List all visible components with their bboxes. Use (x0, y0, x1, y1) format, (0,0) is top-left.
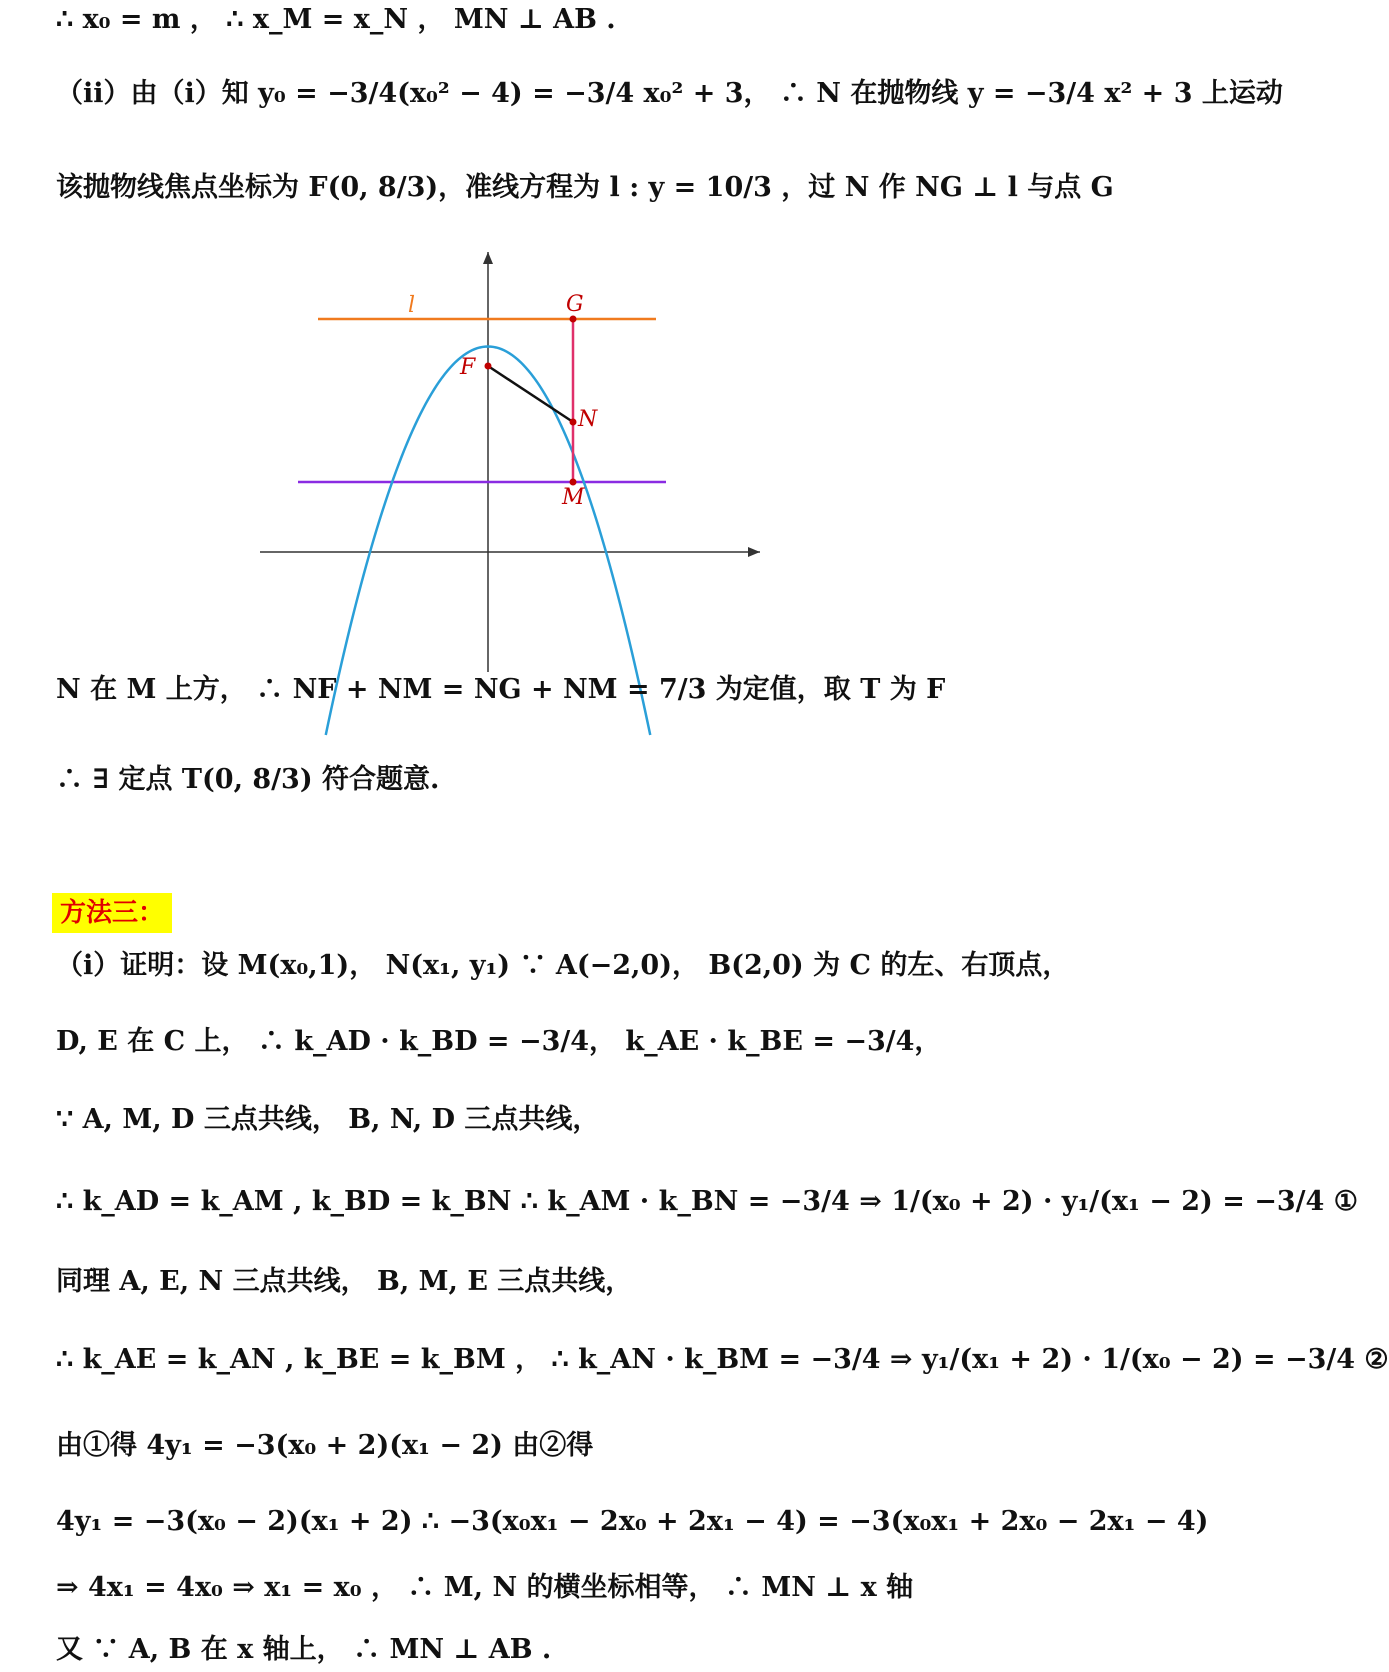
text-line-6: （i）证明：设 M(x₀,1)， N(x₁, y₁) ∵ A(−2,0)， B(2,0) 为 C 的左、右顶点， (56, 950, 1070, 981)
x-axis-arrow-icon (748, 547, 760, 557)
label-f: F (460, 355, 476, 380)
text-line-1: ∴ x₀ = m ， ∴ x_M = x_N ， MN ⊥ AB . (56, 4, 616, 35)
text-line-8: ∵ A, M, D 三点共线， B, N, D 三点共线， (56, 1104, 600, 1135)
text-line-7: D, E 在 C 上， ∴ k_AD · k_BD = −3/4， k_AE · k_BE = −3/4， (56, 1026, 942, 1057)
text-line-11: ∴ k_AE = k_AN , k_BE = k_BM ， ∴ k_AN · k_BM = −3/4 ⇒ y₁/(x₁ + 2) · 1/(x₀ − 2) = −3/4 ② (56, 1344, 1389, 1375)
method-three-heading: 方法三： (52, 893, 172, 933)
text-line-9: ∴ k_AD = k_AM , k_BD = k_BN ∴ k_AM · k_BN = −3/4 ⇒ 1/(x₀ + 2) · y₁/(x₁ − 2) = −3/4 ① (56, 1186, 1358, 1217)
text-line-14: ⇒ 4x₁ = 4x₀ ⇒ x₁ = x₀ ， ∴ M, N 的横坐标相等， ∴ MN ⊥ x 轴 (56, 1572, 914, 1603)
point-n (570, 419, 577, 426)
text-line-4: N 在 M 上方， ∴ NF + NM = NG + NM = 7/3 为定值，取 T 为 F (56, 674, 946, 705)
parabola-figure (260, 252, 780, 672)
text-line-12: 由①得 4y₁ = −3(x₀ + 2)(x₁ − 2) 由②得 (56, 1430, 594, 1461)
text-line-13: 4y₁ = −3(x₀ − 2)(x₁ + 2) ∴ −3(x₀x₁ − 2x₀ + 2x₁ − 4) = −3(x₀x₁ + 2x₀ − 2x₁ − 4) (56, 1506, 1209, 1537)
y-axis-arrow-icon (483, 252, 493, 264)
label-l: l (408, 293, 416, 318)
text-line-15: 又 ∵ A, B 在 x 轴上， ∴ MN ⊥ AB . (56, 1634, 552, 1665)
label-n: N (578, 407, 598, 432)
text-line-10: 同理 A, E, N 三点共线， B, M, E 三点共线， (56, 1266, 633, 1297)
text-line-5: ∴ ∃ 定点 T(0, 8/3) 符合题意. (56, 764, 440, 795)
text-line-2: （ii）由（i）知 y₀ = −3/4(x₀² − 4) = −3/4 x₀² + 3， ∴ N 在抛物线 y = −3/4 x² + 3 上运动 (56, 78, 1283, 109)
point-f (485, 363, 492, 370)
text-line-3: 该抛物线焦点坐标为 F(0, 8/3)，准线方程为 l : y = 10/3 ，过 N 作 NG ⊥ l 与点 G (56, 172, 1114, 203)
label-m: M (562, 485, 585, 510)
label-g: G (566, 292, 584, 317)
